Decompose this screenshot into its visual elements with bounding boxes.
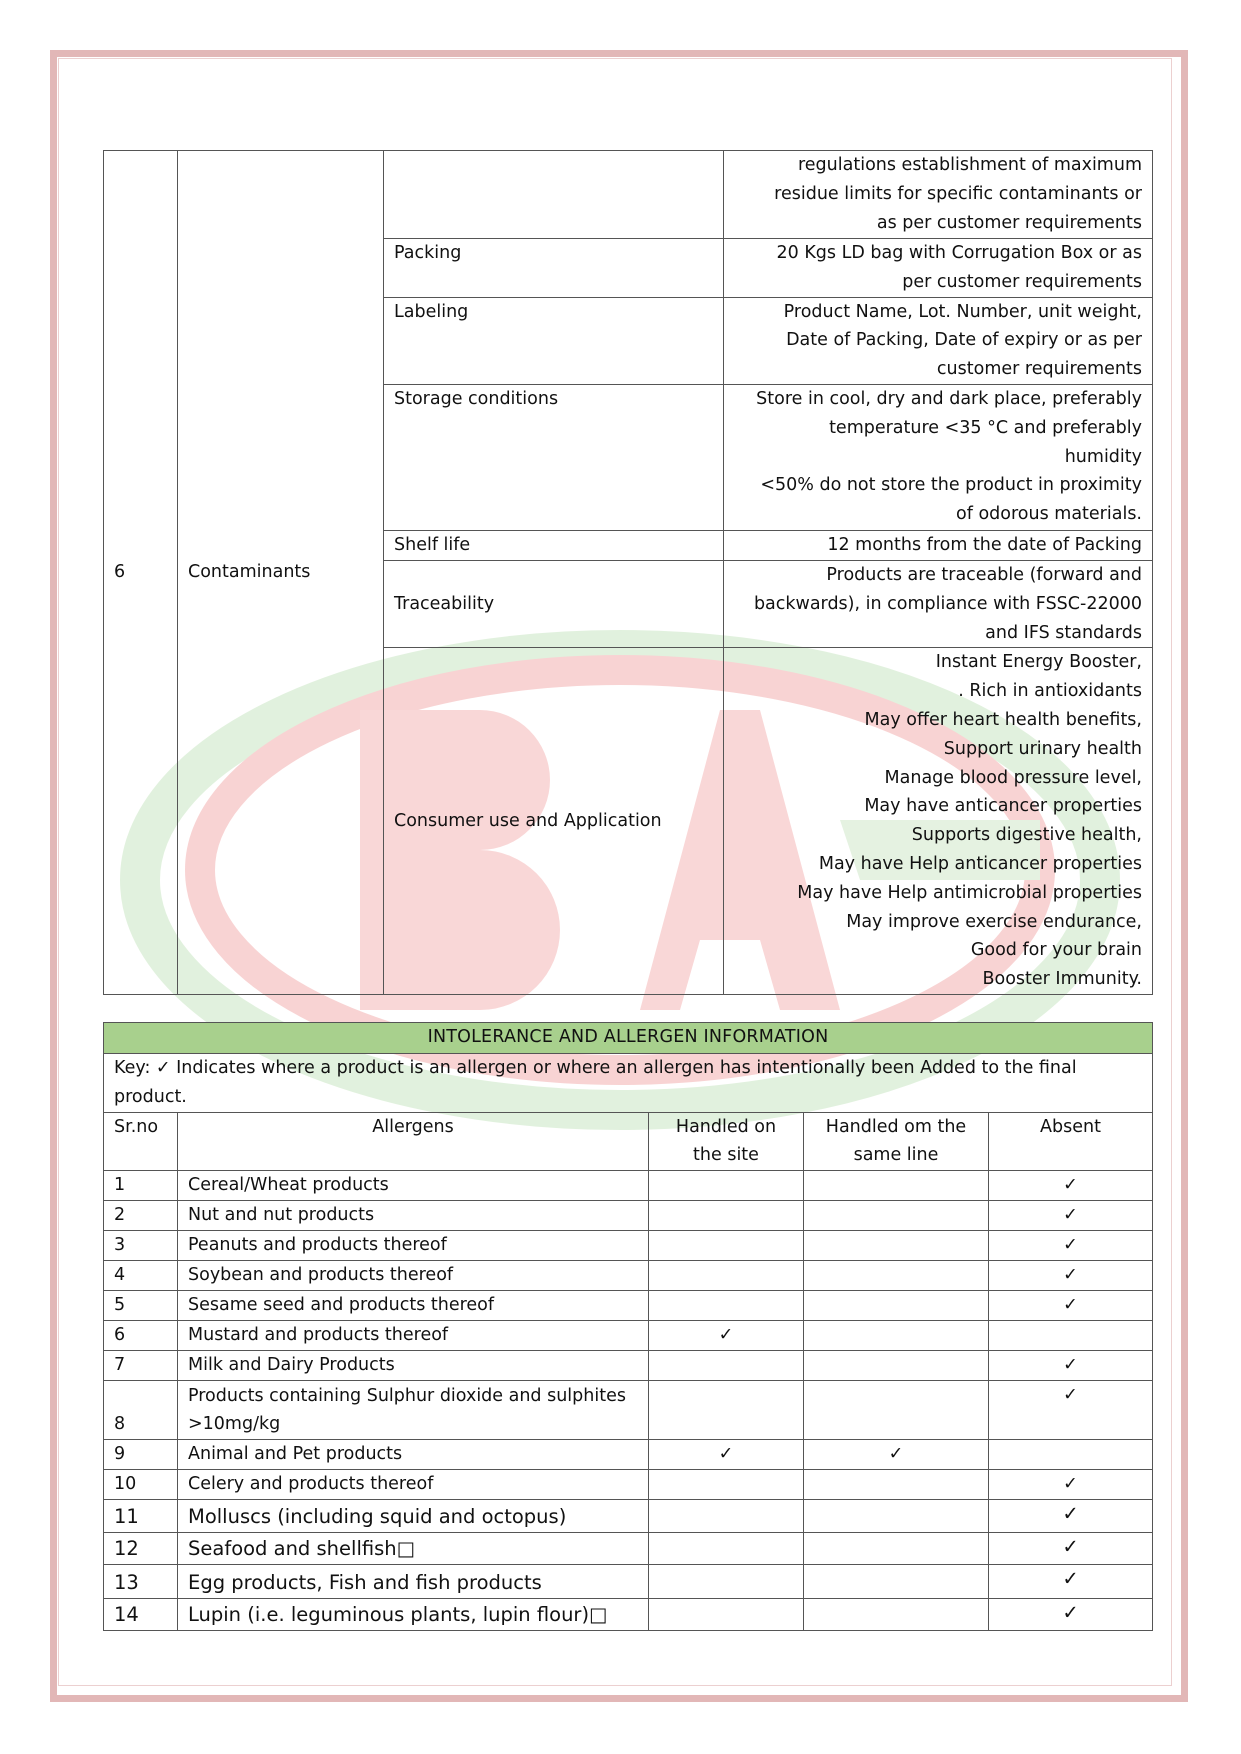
allergen-absent-cell <box>989 1201 1153 1231</box>
spec-value <box>724 530 1153 560</box>
allergen-line-cell <box>804 1291 989 1321</box>
spec-value-line: Products are traceable (forward and <box>826 564 1142 585</box>
allergen-row <box>104 1171 1153 1201</box>
allergen-line-cell <box>804 1381 989 1440</box>
check-icon: ✓ <box>1063 1385 1078 1406</box>
allergen-site-cell <box>649 1599 804 1631</box>
spec-label: Packing <box>384 239 724 298</box>
spec-value-line: and IFS standards <box>985 622 1142 643</box>
allergen-absent-cell <box>989 1440 1153 1470</box>
allergen-absent-cell <box>989 1171 1153 1201</box>
spec-value-line: Support urinary health <box>943 738 1142 759</box>
allergen-row <box>104 1565 1153 1599</box>
allergen-absent-cell <box>989 1231 1153 1261</box>
spec-value-line: Date of Packing, Date of expiry or as per <box>786 330 1142 351</box>
spec-value-line: Supports digestive health, <box>911 825 1142 846</box>
check-icon: ✓ <box>1062 1567 1079 1591</box>
allergen-absent-cell <box>989 1291 1153 1321</box>
check-icon: ✓ <box>718 1325 734 1346</box>
allergen-name: Seafood and shellfish□ <box>178 1533 649 1565</box>
allergen-name: Mustard and products thereof <box>178 1321 649 1351</box>
allergen-line-cell <box>804 1599 989 1631</box>
spec-value-line: May have Help antimicrobial properties <box>797 882 1142 903</box>
allergen-site-cell <box>649 1533 804 1565</box>
spec-label: Labeling <box>384 297 724 384</box>
allergen-sr-no: 4 <box>104 1261 178 1291</box>
allergen-absent-cell <box>989 1565 1153 1599</box>
allergen-absent-cell <box>989 1533 1153 1565</box>
spec-value-line: regulations establishment of maximum <box>797 155 1142 175</box>
spec-value-line: 20 Kgs LD bag with Corrugation Box or as <box>776 243 1142 263</box>
allergen-absent-cell <box>989 1261 1153 1291</box>
allergen-sr-no: 1 <box>104 1171 178 1201</box>
allergen-site-cell <box>649 1261 804 1291</box>
header-absent: Absent <box>989 1112 1153 1171</box>
allergen-row <box>104 1381 1153 1440</box>
allergen-row <box>104 1500 1153 1533</box>
spec-label: Consumer use and Application <box>384 648 724 995</box>
allergen-absent-cell <box>989 1321 1153 1351</box>
check-icon: ✓ <box>1063 1265 1078 1286</box>
allergen-name: Products containing Sulphur dioxide and sulphites >10mg/kg <box>178 1381 649 1440</box>
spec-value-line: . Rich in antioxidants <box>958 681 1142 702</box>
allergen-name: Sesame seed and products thereof <box>178 1291 649 1321</box>
spec-value <box>724 297 1153 384</box>
allergen-line-cell <box>804 1500 989 1533</box>
allergen-name: Soybean and products thereof <box>178 1261 649 1291</box>
allergen-sr-no: 7 <box>104 1351 178 1381</box>
check-icon: ✓ <box>1063 1295 1078 1316</box>
allergen-sr-no: 6 <box>104 1321 178 1351</box>
spec-value-line: <50% do not store the product in proximity <box>760 475 1142 496</box>
allergen-row <box>104 1533 1153 1565</box>
allergen-name: Milk and Dairy Products <box>178 1351 649 1381</box>
allergen-sr-no: 8 <box>104 1381 178 1440</box>
allergen-name: Celery and products thereof <box>178 1470 649 1500</box>
allergen-line-cell <box>804 1321 989 1351</box>
allergen-name: Lupin (i.e. leguminous plants, lupin flour)□ <box>178 1599 649 1631</box>
allergen-site-cell <box>649 1500 804 1533</box>
header-sr-no: Sr.no <box>104 1112 178 1171</box>
allergen-sr-no: 13 <box>104 1565 178 1599</box>
check-icon: ✓ <box>1063 1355 1078 1376</box>
spec-value-line: Manage blood pressure level, <box>884 767 1142 788</box>
spec-value-line: 12 months from the date of Packing <box>827 534 1142 555</box>
check-icon: ✓ <box>1063 1205 1078 1226</box>
allergen-line-cell <box>804 1533 989 1565</box>
allergen-site-cell <box>649 1171 804 1201</box>
allergen-name: Nut and nut products <box>178 1201 649 1231</box>
allergen-site-cell <box>649 1321 804 1351</box>
check-icon: ✓ <box>888 1444 904 1465</box>
spec-label: Traceability <box>384 560 724 647</box>
header-handled-line: Handled om the same line <box>804 1112 989 1171</box>
spec-value <box>724 560 1153 647</box>
allergen-table-title: INTOLERANCE AND ALLERGEN INFORMATION <box>104 1023 1153 1054</box>
spec-value <box>724 239 1153 298</box>
specification-table <box>103 150 1153 995</box>
header-handled-site: Handled on the site <box>649 1112 804 1171</box>
check-icon: ✓ <box>718 1444 734 1465</box>
allergen-site-cell <box>649 1291 804 1321</box>
allergen-sr-no: 12 <box>104 1533 178 1565</box>
allergen-sr-no: 2 <box>104 1201 178 1231</box>
spec-value-line: backwards), in compliance with FSSC-22000 <box>753 593 1142 614</box>
spec-value-line: of odorous materials. <box>956 504 1142 525</box>
spec-value <box>724 151 1153 239</box>
check-icon: ✓ <box>1062 1601 1079 1625</box>
parameter-name: Contaminants <box>178 151 384 995</box>
allergen-row <box>104 1321 1153 1351</box>
allergen-site-cell <box>649 1231 804 1261</box>
allergen-line-cell <box>804 1470 989 1500</box>
allergen-name: Egg products, Fish and fish products <box>178 1565 649 1599</box>
spec-value-line: May improve exercise endurance, <box>846 911 1142 932</box>
allergen-line-cell <box>804 1201 989 1231</box>
allergen-line-cell <box>804 1351 989 1381</box>
header-allergens: Allergens <box>178 1112 649 1171</box>
allergen-sr-no: 14 <box>104 1599 178 1631</box>
allergen-row <box>104 1261 1153 1291</box>
allergen-row <box>104 1599 1153 1631</box>
allergen-site-cell <box>649 1565 804 1599</box>
allergen-sr-no: 5 <box>104 1291 178 1321</box>
allergen-site-cell <box>649 1381 804 1440</box>
allergen-line-cell <box>804 1440 989 1470</box>
allergen-site-cell <box>649 1201 804 1231</box>
allergen-name: Peanuts and products thereof <box>178 1231 649 1261</box>
spec-value-line: per customer requirements <box>902 271 1142 292</box>
spec-row <box>104 151 1153 239</box>
check-icon: ✓ <box>1062 1535 1079 1559</box>
allergen-row <box>104 1440 1153 1470</box>
allergen-name: Cereal/Wheat products <box>178 1171 649 1201</box>
allergen-table <box>103 1022 1153 1631</box>
spec-value-line: May have anticancer properties <box>864 796 1142 817</box>
spec-label: Storage conditions <box>384 384 724 530</box>
allergen-line-cell <box>804 1261 989 1291</box>
allergen-sr-no: 11 <box>104 1500 178 1533</box>
spec-value-line: May offer heart health benefits, <box>864 709 1142 730</box>
spec-value-line: Store in cool, dry and dark place, preferably <box>756 388 1142 409</box>
allergen-name: Molluscs (including squid and octopus) <box>178 1500 649 1533</box>
allergen-row <box>104 1470 1153 1500</box>
spec-value-line: May have Help anticancer properties <box>818 853 1142 874</box>
spec-value-line: customer requirements <box>936 359 1142 380</box>
allergen-row <box>104 1291 1153 1321</box>
check-icon: ✓ <box>1063 1474 1078 1495</box>
allergen-absent-cell <box>989 1351 1153 1381</box>
allergen-absent-cell <box>989 1599 1153 1631</box>
spec-value-line: residue limits for specific contaminants or <box>774 183 1142 204</box>
spec-label <box>384 151 724 239</box>
allergen-row <box>104 1231 1153 1261</box>
spec-label: Shelf life <box>384 530 724 560</box>
spec-value-line: humidity <box>1064 446 1142 467</box>
spec-value <box>724 648 1153 995</box>
allergen-site-cell <box>649 1351 804 1381</box>
spec-value-line: Good for your brain <box>970 940 1142 961</box>
check-icon: ✓ <box>1062 1502 1079 1526</box>
allergen-row <box>104 1201 1153 1231</box>
allergen-site-cell <box>649 1440 804 1470</box>
allergen-sr-no: 3 <box>104 1231 178 1261</box>
sr-no: 6 <box>104 151 178 995</box>
allergen-line-cell <box>804 1171 989 1201</box>
allergen-line-cell <box>804 1565 989 1599</box>
spec-value-line: Product Name, Lot. Number, unit weight, <box>783 301 1142 322</box>
check-icon: ✓ <box>1063 1175 1078 1196</box>
spec-value-line: as per customer requirements <box>876 212 1142 233</box>
spec-value-line: Booster Immunity. <box>982 969 1142 990</box>
allergen-absent-cell <box>989 1500 1153 1533</box>
allergen-key: Key: ✓ Indicates where a product is an allergen or where an allergen has intentionally been Added to the final product. <box>104 1054 1153 1113</box>
allergen-sr-no: 10 <box>104 1470 178 1500</box>
allergen-name: Animal and Pet products <box>178 1440 649 1470</box>
allergen-sr-no: 9 <box>104 1440 178 1470</box>
allergen-absent-cell <box>989 1381 1153 1440</box>
allergen-site-cell <box>649 1470 804 1500</box>
allergen-line-cell <box>804 1231 989 1261</box>
spec-value <box>724 384 1153 530</box>
spec-value-line: Instant Energy Booster, <box>935 652 1142 673</box>
check-icon: ✓ <box>1063 1235 1078 1256</box>
allergen-absent-cell <box>989 1470 1153 1500</box>
allergen-row <box>104 1351 1153 1381</box>
spec-value-line: temperature <35 °C and preferably <box>829 417 1142 438</box>
